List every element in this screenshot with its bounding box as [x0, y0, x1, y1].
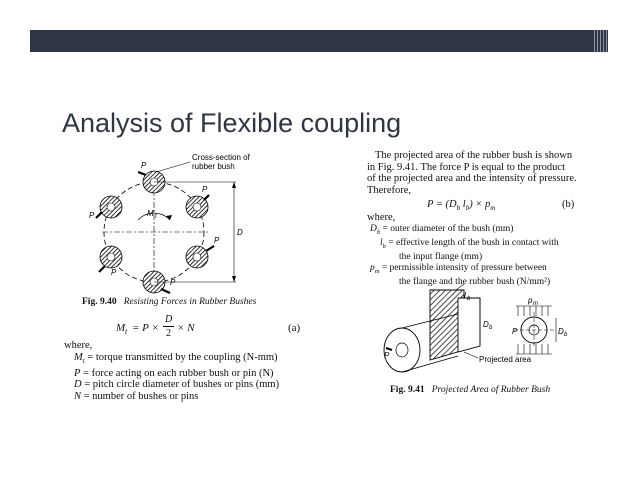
- label-p: P: [89, 211, 95, 220]
- definition-row: [74, 379, 279, 391]
- para-line: Therefore,: [367, 185, 412, 197]
- header-bar-stripes: [594, 30, 608, 52]
- label-db-sub: b: [489, 325, 493, 331]
- where-right-heading: where,: [367, 212, 396, 223]
- eq-a-lhs-sub: t: [125, 327, 128, 336]
- def-symbol: P: [74, 367, 81, 379]
- def-symbol-sub: t: [82, 357, 85, 366]
- caption-text: Projected Area of Rubber Bush: [431, 385, 551, 395]
- def-symbol: D: [74, 379, 82, 391]
- def-text: = permissible intensity of pressure between: [381, 262, 547, 273]
- caption-number: Fig. 9.40: [82, 297, 117, 307]
- label-db-sub: b: [564, 332, 568, 338]
- def-text: = force acting on each rubber bush or pin (N): [80, 367, 274, 379]
- def-symbol: l: [380, 237, 383, 248]
- definition-row: [370, 238, 559, 252]
- eq-b-sub: b: [456, 204, 461, 213]
- caption-number: Fig. 9.41: [390, 385, 425, 395]
- def-symbol-sub: m: [374, 267, 380, 275]
- def-text: = outer diameter of the bush (mm): [382, 224, 514, 234]
- equation-a: [116, 314, 306, 342]
- eq-a-frac-bar: [163, 326, 174, 327]
- definition-row: [74, 368, 279, 380]
- label-p: P: [384, 351, 390, 360]
- where-left-list: [74, 352, 279, 402]
- label-d: D: [237, 228, 243, 237]
- label-db: D: [558, 327, 564, 336]
- label-p: P: [170, 278, 176, 287]
- right-paragraph: [367, 150, 577, 197]
- definition-continuation: the input flange (mm): [399, 251, 483, 262]
- figure-9-41-caption: [390, 384, 550, 396]
- def-text: = number of bushes or pins: [81, 390, 199, 402]
- def-symbol-sub: b: [376, 228, 381, 236]
- eq-b-part: l: [460, 199, 466, 210]
- definition-row: [74, 352, 279, 368]
- eq-b-sub: m: [490, 204, 496, 213]
- label-p: P: [214, 236, 220, 245]
- label-pm: p: [528, 296, 533, 305]
- eq-a-frac-den: 2: [166, 328, 171, 339]
- def-text: = pitch circle diameter of bushes or pins (mm): [81, 379, 280, 391]
- header-bar: [30, 30, 608, 52]
- where-left-heading: where,: [64, 340, 93, 351]
- para-line: in Fig. 9.41. The force P is equal to the product: [367, 161, 566, 173]
- figure-9-40-caption: [82, 296, 256, 308]
- def-symbol: p: [370, 262, 375, 273]
- figure-9-40-diagram: [86, 148, 286, 298]
- eq-b-sub: b: [465, 204, 470, 213]
- def-symbol: N: [74, 390, 82, 402]
- slide-title: Analysis of Flexible coupling: [62, 108, 402, 138]
- definition-row: [370, 263, 559, 277]
- label-lb: l: [464, 291, 466, 300]
- label-mt: M: [147, 209, 154, 218]
- label-db: D: [483, 320, 489, 329]
- def-symbol: M: [74, 352, 83, 363]
- label-mt-sub: t: [155, 214, 157, 220]
- eq-a-tag: (a): [288, 322, 301, 334]
- eq-b-part: P = (D: [427, 199, 457, 210]
- callout-line-2: rubber bush: [192, 162, 235, 171]
- label-lb-sub: b: [467, 296, 471, 302]
- eq-a-rhs-1: = P ×: [132, 322, 159, 334]
- rubber-bush: [100, 246, 122, 268]
- label-p: P: [111, 268, 117, 277]
- definition-continuation: the flange and the rubber bush (N/mm²): [399, 276, 551, 287]
- caption-text: Resisting Forces in Rubber Bushes: [123, 297, 257, 307]
- def-text: = torque transmitted by the coupling (N-mm): [84, 352, 278, 363]
- para-line: The projected area of the rubber bush is shown: [375, 150, 573, 161]
- label-pm-sub: m: [533, 301, 538, 307]
- definition-row: [370, 224, 559, 238]
- label-p: P: [141, 161, 147, 170]
- def-symbol: D: [370, 224, 377, 234]
- rubber-bush: [100, 196, 122, 218]
- callout-line-1: Cross-section of: [192, 153, 250, 162]
- rubber-bush: [186, 246, 208, 268]
- eq-a-rhs-2: × N: [177, 322, 195, 334]
- equation-b: [427, 199, 577, 212]
- label-projected-area: Projected area: [479, 355, 532, 364]
- label-p: P: [202, 185, 208, 194]
- definition-row: [74, 391, 279, 403]
- eq-b-part: ) × p: [469, 199, 491, 210]
- eq-a-frac-num: D: [165, 314, 173, 325]
- eq-a-lhs: M: [116, 322, 126, 334]
- def-symbol-sub: b: [382, 242, 386, 250]
- para-line: of the projected area and the intensity of pressure.: [367, 173, 577, 185]
- figure-9-41-diagram: [372, 284, 582, 382]
- eq-b-tag: (b): [562, 199, 575, 210]
- label-p: P: [512, 327, 518, 336]
- def-text: = effective length of the bush in contact with: [388, 237, 559, 248]
- where-right-list: [370, 224, 559, 288]
